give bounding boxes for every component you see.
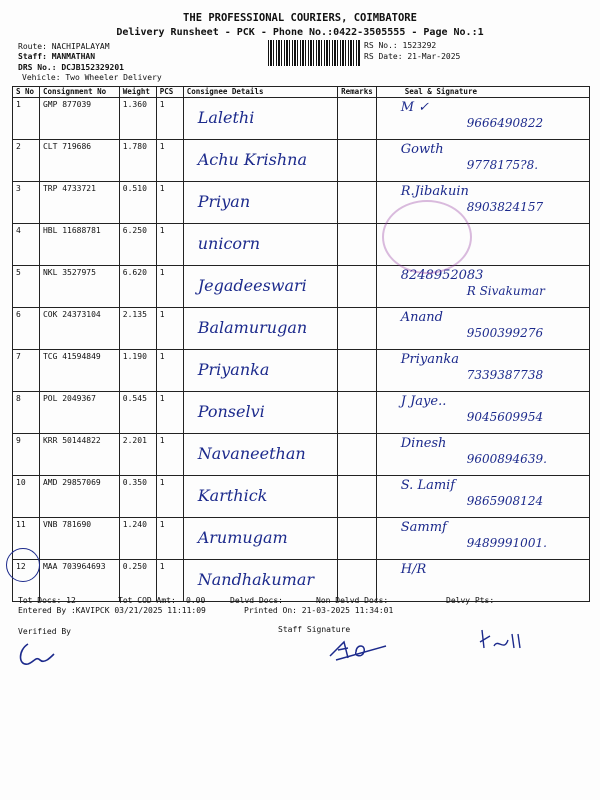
consignee-handwriting: Arumugam bbox=[197, 528, 288, 547]
cell-consignee bbox=[183, 518, 337, 560]
seal-phone-number: 9500399276 bbox=[466, 326, 544, 340]
consignee-handwriting: Karthick bbox=[197, 486, 268, 505]
cell-consignment-no: TRP 4733721 bbox=[39, 182, 119, 224]
table-row bbox=[13, 350, 590, 392]
tot-docs: Tot Docs: 12 bbox=[18, 596, 76, 605]
cell-pcs: 1 bbox=[156, 518, 183, 560]
cell-weight: 1.780 bbox=[119, 140, 156, 182]
barcode bbox=[268, 40, 360, 66]
consignee-handwriting: Nandhakumar bbox=[197, 570, 315, 589]
table-row bbox=[13, 518, 590, 560]
seal-phone-number: 9045609954 bbox=[466, 410, 544, 424]
seal-signature-text: Anand bbox=[400, 310, 443, 325]
consignee-handwriting: Balamurugan bbox=[197, 318, 308, 337]
cell-remarks bbox=[338, 308, 377, 350]
printed-on: Printed On: 21-03-2025 11:34:01 bbox=[244, 606, 394, 615]
seal-phone-number: 8903824157 bbox=[466, 200, 544, 214]
cell-weight: 0.545 bbox=[119, 392, 156, 434]
cell-weight: 1.240 bbox=[119, 518, 156, 560]
cell-remarks bbox=[338, 224, 377, 266]
staff-signature bbox=[326, 632, 396, 668]
cell-remarks bbox=[338, 350, 377, 392]
cell-remarks bbox=[338, 476, 377, 518]
non-delvd-docs: Non Delvd Docs: bbox=[316, 596, 389, 605]
table-row bbox=[13, 140, 590, 182]
cell-consignment-no: GMP 877039 bbox=[39, 98, 119, 140]
verified-by-label: Verified By bbox=[18, 627, 71, 636]
col-remarks: Remarks bbox=[338, 87, 377, 98]
col-consignee: Consignee Details bbox=[183, 87, 337, 98]
cell-pcs: 1 bbox=[156, 308, 183, 350]
consignee-handwriting: Priyanka bbox=[197, 360, 270, 379]
entered-by: Entered By :KAVIPCK 03/21/2025 11:11:09 bbox=[18, 606, 206, 615]
cell-seal-signature bbox=[376, 392, 589, 434]
cell-consignee bbox=[183, 392, 337, 434]
seal-signature-text: Dinesh bbox=[400, 436, 447, 451]
consignee-handwriting: Achu Krishna bbox=[197, 150, 308, 169]
cell-sno: 11 bbox=[13, 518, 40, 560]
staff: Staff: MANMATHAN bbox=[18, 52, 96, 61]
consignee-handwriting: Jegadeeswari bbox=[197, 276, 307, 295]
cell-pcs: 1 bbox=[156, 182, 183, 224]
route: Route: NACHIPALAYAM bbox=[18, 42, 110, 51]
seal-signature-text: S. Lamif bbox=[400, 478, 456, 493]
seal-signature-text: Priyanka bbox=[400, 352, 459, 367]
cell-consignment-no: MAA 703964693 bbox=[39, 560, 119, 602]
table-row bbox=[13, 308, 590, 350]
verifier-signature bbox=[14, 636, 64, 670]
cell-sno: 4 bbox=[13, 224, 40, 266]
table-header-row bbox=[13, 87, 590, 98]
cell-consignee bbox=[183, 224, 337, 266]
cell-pcs: 1 bbox=[156, 434, 183, 476]
seal-phone-number: 7339387738 bbox=[466, 368, 544, 382]
cell-sno: 12 bbox=[13, 560, 40, 602]
tot-cod-amount: 0.00 bbox=[186, 596, 206, 605]
seal-phone-number: 9600894639. bbox=[466, 452, 547, 466]
table-row bbox=[13, 224, 590, 266]
cell-weight: 6.250 bbox=[119, 224, 156, 266]
cell-seal-signature bbox=[376, 518, 589, 560]
seal-phone-number: 9489991001. bbox=[466, 536, 547, 550]
seal-phone-number: R Sivakumar bbox=[466, 284, 545, 298]
seal-phone-number: 9865908124 bbox=[466, 494, 544, 508]
tot-cod-label: Tot COD Amt: bbox=[118, 596, 176, 605]
seal-phone-number: 9778175?8. bbox=[466, 158, 539, 172]
cell-consignment-no: TCG 41594849 bbox=[39, 350, 119, 392]
cell-weight: 6.620 bbox=[119, 266, 156, 308]
cell-sno: 9 bbox=[13, 434, 40, 476]
cell-seal-signature bbox=[376, 350, 589, 392]
cell-consignment-no: NKL 3527975 bbox=[39, 266, 119, 308]
cell-weight: 0.250 bbox=[119, 560, 156, 602]
delivery-stamp bbox=[382, 200, 472, 274]
table-row bbox=[13, 434, 590, 476]
cell-remarks bbox=[338, 98, 377, 140]
cell-weight: 1.360 bbox=[119, 98, 156, 140]
cell-sno: 10 bbox=[13, 476, 40, 518]
cell-consignee bbox=[183, 350, 337, 392]
runsheet-subtitle: Delivery Runsheet - PCK - Phone No.:0422-3505555 - Page No.:1 bbox=[116, 27, 484, 38]
col-seal-signature: Seal & Signature bbox=[376, 87, 589, 98]
cell-remarks bbox=[338, 434, 377, 476]
cell-sno: 3 bbox=[13, 182, 40, 224]
cell-pcs: 1 bbox=[156, 350, 183, 392]
col-consignment-no: Consignment No bbox=[39, 87, 119, 98]
cell-weight: 1.190 bbox=[119, 350, 156, 392]
cell-consignment-no: VNB 781690 bbox=[39, 518, 119, 560]
company-title: THE PROFESSIONAL COURIERS, COIMBATORE bbox=[183, 12, 417, 24]
consignee-handwriting: Navaneethan bbox=[197, 444, 306, 463]
col-sno: S No bbox=[13, 87, 40, 98]
seal-signature-text: H/R bbox=[400, 562, 427, 577]
row-12-circle-mark bbox=[6, 548, 40, 582]
cell-remarks bbox=[338, 518, 377, 560]
cell-sno: 6 bbox=[13, 308, 40, 350]
runsheet-table bbox=[12, 86, 590, 602]
col-weight: Weight bbox=[119, 87, 156, 98]
cell-consignee bbox=[183, 140, 337, 182]
cell-sno: 7 bbox=[13, 350, 40, 392]
cell-seal-signature bbox=[376, 140, 589, 182]
cell-weight: 0.350 bbox=[119, 476, 156, 518]
cell-weight: 2.201 bbox=[119, 434, 156, 476]
cell-sno: 5 bbox=[13, 266, 40, 308]
cell-consignment-no: HBL 11688781 bbox=[39, 224, 119, 266]
cell-consignee bbox=[183, 308, 337, 350]
table-row bbox=[13, 476, 590, 518]
cell-sno: 1 bbox=[13, 98, 40, 140]
cell-consignee bbox=[183, 266, 337, 308]
table-row bbox=[13, 182, 590, 224]
cell-seal-signature bbox=[376, 266, 589, 308]
consignee-handwriting: Lalethi bbox=[197, 108, 255, 127]
seal-signature-text: Gowth bbox=[400, 142, 444, 157]
cell-consignee bbox=[183, 476, 337, 518]
cell-consignment-no: COK 24373104 bbox=[39, 308, 119, 350]
seal-signature-text: R.Jibakuin bbox=[400, 184, 469, 199]
seal-signature-text: 8248952083 bbox=[400, 268, 484, 283]
rs-date: RS Date: 21-Mar-2025 bbox=[364, 52, 461, 61]
cell-consignee bbox=[183, 98, 337, 140]
staff-signature-label: Staff Signature bbox=[278, 625, 351, 634]
cell-remarks bbox=[338, 392, 377, 434]
cell-seal-signature bbox=[376, 476, 589, 518]
consignee-handwriting: unicorn bbox=[197, 234, 260, 253]
seal-signature-text: M ✓ bbox=[400, 100, 430, 115]
cell-seal-signature bbox=[376, 308, 589, 350]
delvd-docs: Delvd Docs: bbox=[230, 596, 283, 605]
cell-pcs: 1 bbox=[156, 98, 183, 140]
cell-remarks bbox=[338, 182, 377, 224]
consignee-handwriting: Ponselvi bbox=[197, 402, 265, 421]
seal-phone-number: 9666490822 bbox=[466, 116, 544, 130]
cell-consignment-no: CLT 719686 bbox=[39, 140, 119, 182]
additional-signature bbox=[476, 626, 536, 656]
seal-signature-text: J Jaye.. bbox=[400, 394, 447, 409]
delvy-pts: Delvy Pts: bbox=[446, 596, 495, 605]
cell-pcs: 1 bbox=[156, 140, 183, 182]
cell-sno: 2 bbox=[13, 140, 40, 182]
cell-remarks bbox=[338, 140, 377, 182]
cell-remarks bbox=[338, 266, 377, 308]
table-row bbox=[13, 560, 590, 602]
seal-signature-text: Sammf bbox=[400, 520, 447, 535]
cell-consignment-no: POL 2049367 bbox=[39, 392, 119, 434]
cell-consignment-no: AMD 29857069 bbox=[39, 476, 119, 518]
cell-pcs: 1 bbox=[156, 476, 183, 518]
col-pcs: PCS bbox=[156, 87, 183, 98]
table-row bbox=[13, 98, 590, 140]
cell-sno: 8 bbox=[13, 392, 40, 434]
cell-consignee bbox=[183, 182, 337, 224]
cell-consignee bbox=[183, 434, 337, 476]
cell-consignment-no: KRR 50144822 bbox=[39, 434, 119, 476]
table-row bbox=[13, 266, 590, 308]
cell-pcs: 1 bbox=[156, 392, 183, 434]
cell-weight: 2.135 bbox=[119, 308, 156, 350]
cell-pcs: 1 bbox=[156, 560, 183, 602]
table-row bbox=[13, 392, 590, 434]
cell-seal-signature bbox=[376, 98, 589, 140]
consignee-handwriting: Priyan bbox=[197, 192, 251, 211]
cell-seal-signature bbox=[376, 434, 589, 476]
vehicle: Vehicle: Two Wheeler Delivery bbox=[22, 73, 162, 82]
rs-no: RS No.: 1523292 bbox=[364, 41, 437, 50]
cell-pcs: 1 bbox=[156, 266, 183, 308]
cell-weight: 0.510 bbox=[119, 182, 156, 224]
cell-pcs: 1 bbox=[156, 224, 183, 266]
drs-no: DRS No.: DCJB152329201 bbox=[18, 63, 124, 72]
